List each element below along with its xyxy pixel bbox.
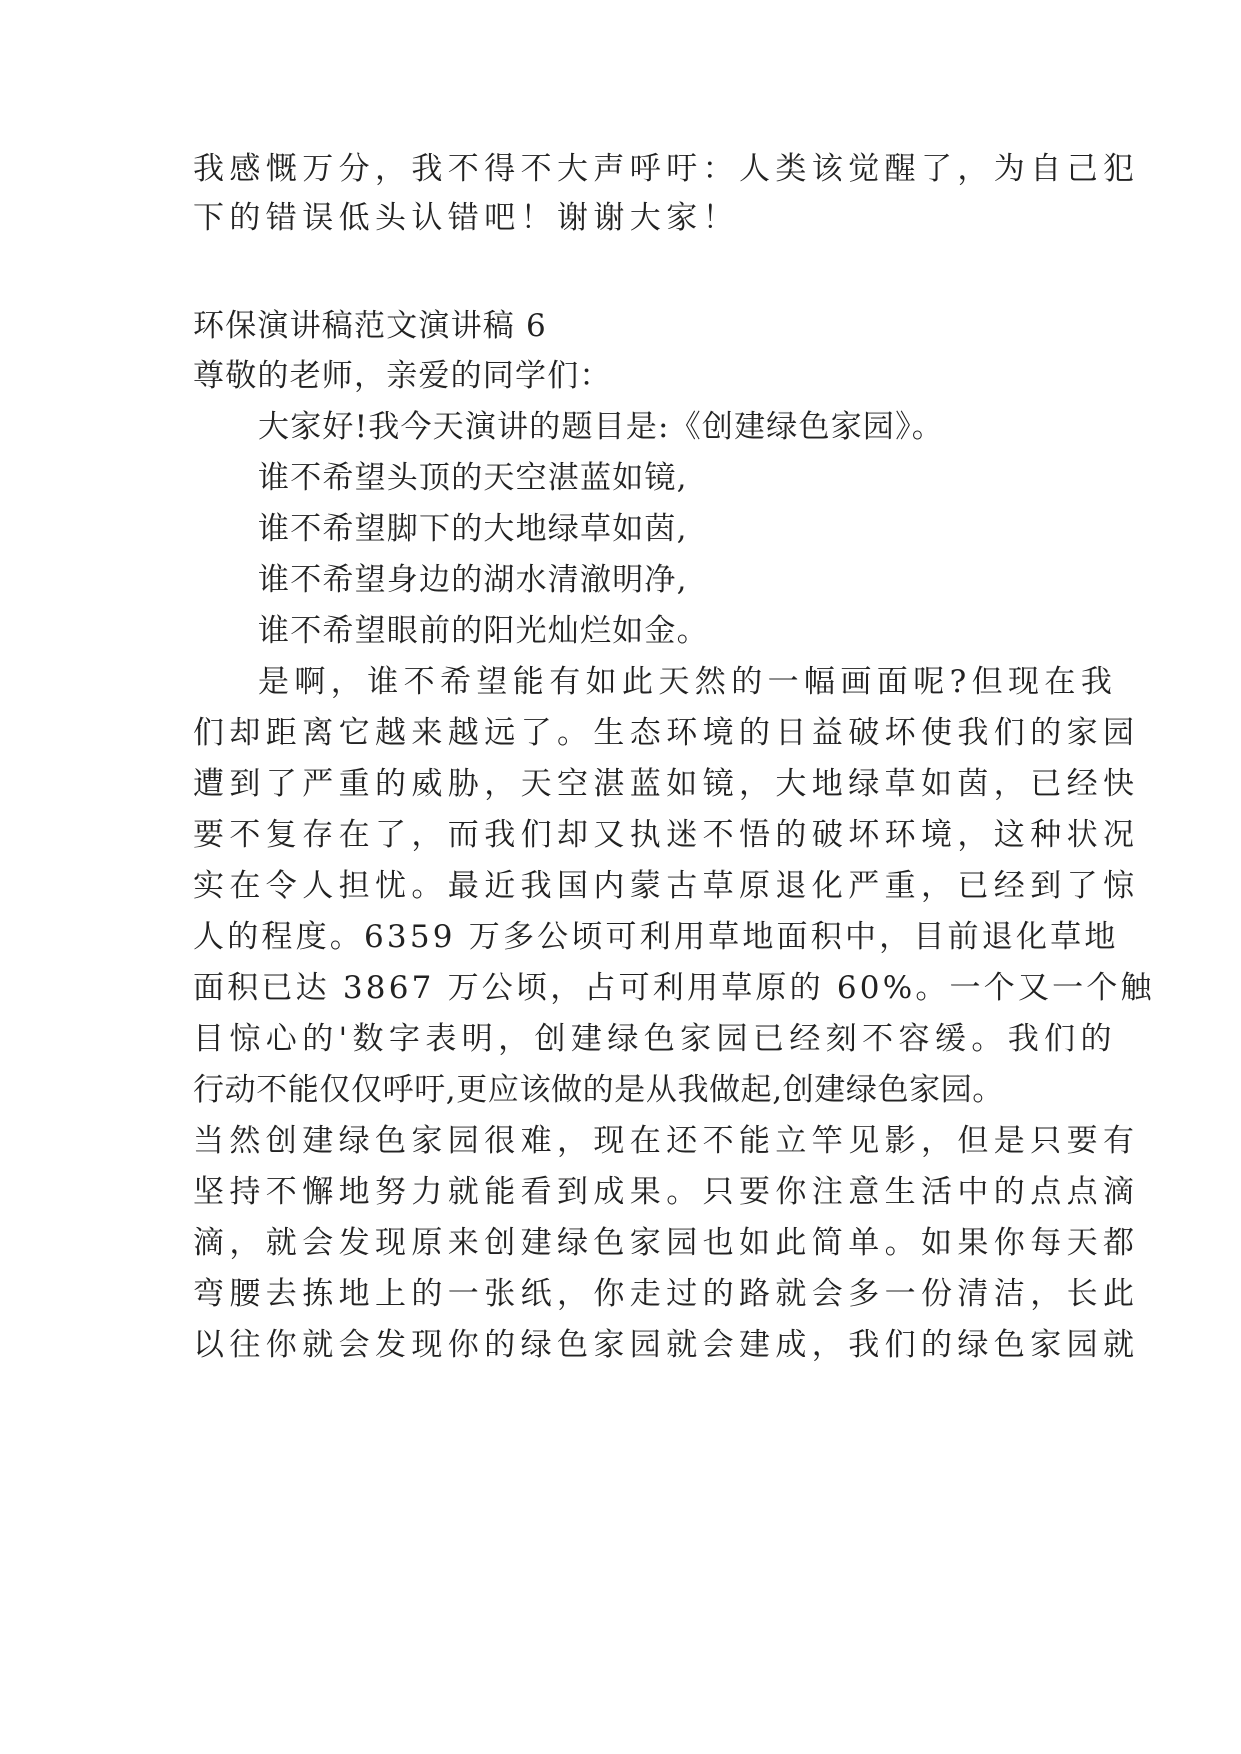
salutation: 尊敬的老师，亲爱的同学们： xyxy=(193,358,612,394)
body-line-7: 面积已达 3867 万公顷，占可利用草原的 60%。一个又一个触 xyxy=(193,970,1155,1006)
body-line-9: 行动不能仅仅呼吁,更应该做的是从我做起,创建绿色家园。 xyxy=(193,1072,1004,1108)
body-line-12: 滴，就会发现原来创建绿色家园也如此简单。如果你每天都 xyxy=(193,1225,1140,1261)
poem-line-2: 谁不希望脚下的大地绿草如茵, xyxy=(258,511,688,547)
body-line-13: 弯腰去拣地上的一张纸，你走过的路就会多一份清洁，长此 xyxy=(193,1276,1140,1312)
body-line-4: 要不复存在了，而我们却又执迷不悟的破坏环境，这种状况 xyxy=(193,817,1140,853)
poem-line-3: 谁不希望身边的湖水清澈明净, xyxy=(258,562,688,598)
body-line-3: 遭到了严重的威胁，天空湛蓝如镜，大地绿草如茵，已经快 xyxy=(193,766,1140,802)
body-line-5: 实在令人担忧。最近我国内蒙古草原退化严重，已经到了惊 xyxy=(193,868,1140,904)
body-line-2: 们却距离它越来越远了。生态环境的日益破坏使我们的家园 xyxy=(193,715,1140,751)
body-line-1: 是啊，谁不希望能有如此天然的一幅画面呢?但现在我 xyxy=(258,664,1118,700)
greeting: 大家好!我今天演讲的题目是:《创建绿色家园》。 xyxy=(258,409,944,445)
body-line-6: 人的程度。6359 万多公顷可利用草地面积中，目前退化草地 xyxy=(193,919,1119,955)
body-line-10: 当然创建绿色家园很难，现在还不能立竿见影，但是只要有 xyxy=(193,1123,1140,1159)
intro-line-1: 我感慨万分，我不得不大声呼吁：人类该觉醒了，为自己犯 xyxy=(193,151,1140,187)
body-line-11: 坚持不懈地努力就能看到成果。只要你注意生活中的点点滴 xyxy=(193,1174,1140,1210)
poem-line-1: 谁不希望头顶的天空湛蓝如镜, xyxy=(258,460,688,496)
intro-line-2: 下的错误低头认错吧！谢谢大家！ xyxy=(193,200,739,236)
section-title: 环保演讲稿范文演讲稿 6 xyxy=(193,308,547,344)
body-line-8: 目惊心的'数字表明，创建绿色家园已经刻不容缓。我们的 xyxy=(193,1021,1117,1057)
body-line-14: 以往你就会发现你的绿色家园就会建成，我们的绿色家园就 xyxy=(193,1327,1140,1363)
poem-line-4: 谁不希望眼前的阳光灿烂如金。 xyxy=(258,613,709,649)
